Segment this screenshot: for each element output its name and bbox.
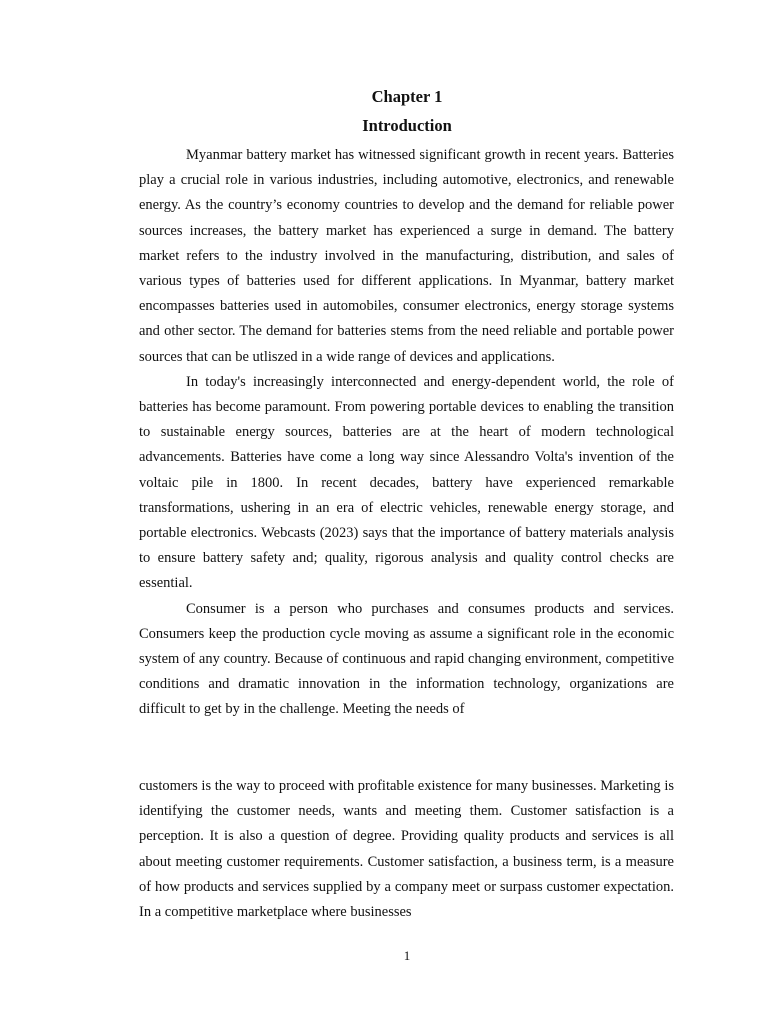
paragraph-battery-market: Myanmar battery market has witnessed significant growth in recent years. Batteries play a crucial role in various industries, including automotive, electronics, and renewable energy. As the country’s economy countries to develop and the demand for reliable power sources increases, the battery market has experienced a surge in demand. The battery market refers to the industry involved in the manufacturing, distribution, and sales of various types of batteries used for different applications. In Myanmar, battery market encompasses batteries used in automobiles, consumer electronics, energy storage systems and other sector. The demand for batteries stems from the need reliable and portable power sources that can be utliszed in a wide range of devices and applications. [139, 147, 674, 365]
paragraph-battery-role: In today's increasingly interconnected and energy-dependent world, the role of batteries has become paramount. From powering portable devices to enabling the transition to sustainable energy sources, batteries are at the heart of modern technological advancements. Batteries have come a long way since Alessandro Volta's invention of the voltaic pile in 1800. In recent decades, battery have experienced remarkable transformations, ushering in an era of electric vehicles, renewable energy storage, and portable electronics. Webcasts (2023) says that the importance of battery materials analysis to ensure battery safety and; quality, rigorous analysis and quality control checks are essential. [139, 373, 674, 592]
section-heading: Introduction [362, 116, 452, 135]
page-number: 1 [403, 948, 411, 963]
body-text-upper [139, 143, 674, 723]
paragraph-customer-satisfaction: customers is the way to proceed with profitable existence for many businesses. Marketing is identifying the customer needs, wants and meeting them. Customer satisfaction is a perception. It is also a question of degree. Providing quality products and services is all about meeting customer requirements. Customer satisfaction, a business term, is a measure of how products and services supplied by a company meet or surpass customer expectation. In a competitive marketplace where businesses [139, 778, 674, 921]
paragraph-consumer: Consumer is a person who purchases and consumes products and services. Consumers keep the production cycle moving as assume a significant role in the economic system of any country. Because of continuous and rapid changing environment, competitive conditions and dramatic innovation in the information technology, organizations are difficult to get by in the challenge. Meeting the needs of [139, 600, 674, 718]
chapter-title: Chapter 1 [371, 87, 443, 106]
body-text-lower [139, 774, 674, 925]
